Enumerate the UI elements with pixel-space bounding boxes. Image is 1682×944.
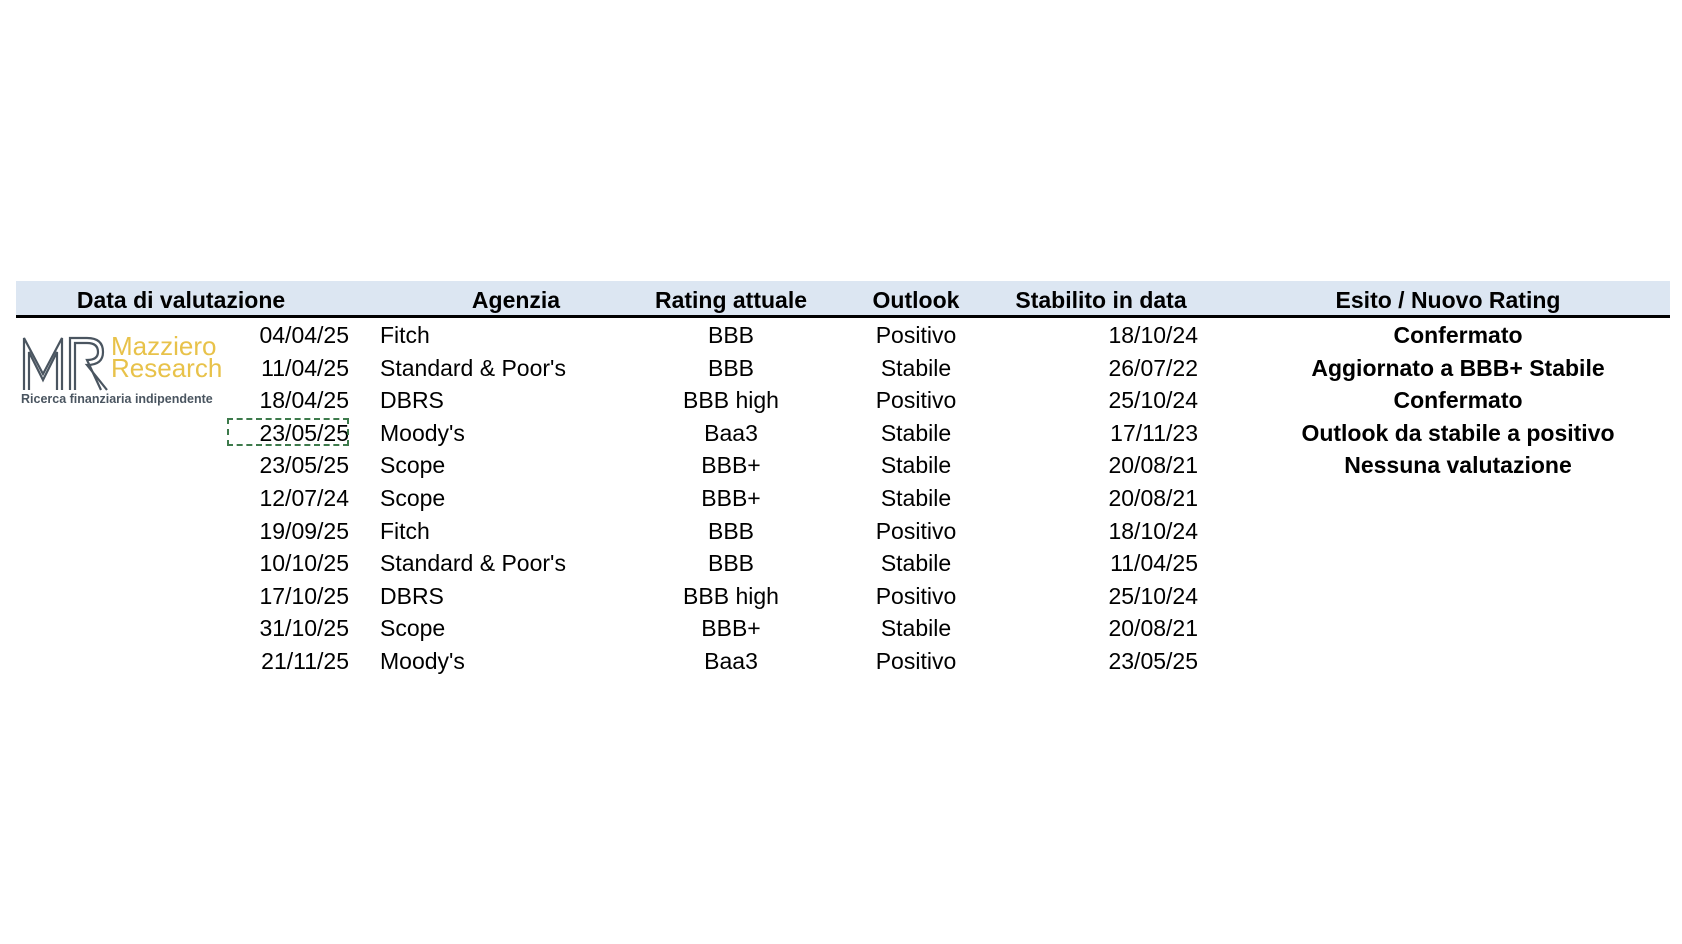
cell-outlook[interactable]: Positivo	[875, 387, 957, 414]
cell-outlook[interactable]: Positivo	[875, 582, 957, 609]
cell-outlook[interactable]: Stabile	[880, 419, 952, 446]
logo-name-line2: Research	[111, 353, 223, 383]
cell-agency[interactable]: Fitch	[380, 322, 430, 348]
table-row	[16, 383, 1670, 416]
cell-date[interactable]: 18/04/25	[259, 387, 349, 414]
cell-result[interactable]: Outlook da stabile a positivo	[1301, 419, 1615, 446]
cell-since[interactable]: 26/07/22	[1108, 354, 1198, 381]
cell-outlook[interactable]: Positivo	[875, 647, 957, 674]
table-row	[16, 448, 1670, 481]
table-body	[16, 318, 1670, 677]
cell-agency[interactable]: Moody's	[380, 419, 465, 446]
cell-agency[interactable]: Scope	[380, 615, 446, 642]
cell-date[interactable]: 21/11/25	[261, 647, 349, 674]
cell-outlook[interactable]: Stabile	[880, 615, 952, 642]
cell-outlook[interactable]: Positivo	[875, 517, 957, 544]
cell-rating[interactable]: BBB	[707, 322, 755, 348]
cell-since[interactable]: 11/04/25	[1110, 550, 1198, 577]
table-row	[16, 579, 1670, 612]
cell-date[interactable]: 17/10/25	[259, 582, 349, 609]
cell-date[interactable]: 31/10/25	[259, 615, 349, 642]
header-rating[interactable]: Rating attuale	[654, 287, 808, 313]
cell-date[interactable]: 10/10/25	[259, 550, 349, 577]
cell-outlook[interactable]: Positivo	[875, 322, 957, 348]
cell-result[interactable]: Confermato	[1393, 322, 1523, 348]
cell-date[interactable]: 12/07/24	[259, 484, 349, 511]
table-row	[16, 644, 1670, 677]
cell-date[interactable]: 11/04/25	[261, 354, 349, 381]
cell-rating[interactable]: Baa3	[704, 647, 758, 674]
cell-rating[interactable]: BBB	[707, 354, 755, 381]
table-row	[16, 318, 1670, 351]
cell-result[interactable]	[1246, 644, 1670, 677]
cell-rating[interactable]: BBB	[707, 550, 755, 577]
table-row	[16, 611, 1670, 644]
table-row	[16, 514, 1670, 547]
cell-result[interactable]	[1246, 611, 1670, 644]
mazziero-research-logo	[21, 332, 221, 406]
cell-agency[interactable]: Moody's	[380, 647, 465, 674]
header-agency[interactable]: Agenzia	[471, 287, 561, 313]
cell-agency[interactable]: DBRS	[380, 582, 444, 609]
cell-result[interactable]: Aggiornato a BBB+ Stabile	[1311, 354, 1605, 381]
cell-outlook[interactable]: Stabile	[880, 354, 952, 381]
cell-result[interactable]: Confermato	[1393, 387, 1523, 414]
cell-outlook[interactable]: Stabile	[880, 550, 952, 577]
table-row	[16, 481, 1670, 514]
cell-rating[interactable]: BBB+	[701, 452, 761, 479]
table-header	[16, 281, 1670, 318]
cell-since[interactable]: 17/11/23	[1110, 419, 1198, 446]
header-result[interactable]: Esito / Nuovo Rating	[1335, 287, 1561, 313]
cell-date[interactable]: 04/04/25	[259, 322, 349, 348]
cell-agency[interactable]: Standard & Poor's	[380, 550, 566, 577]
cell-since[interactable]: 20/08/21	[1108, 484, 1198, 511]
cell-date[interactable]: 19/09/25	[259, 517, 349, 544]
cell-agency[interactable]: Standard & Poor's	[380, 354, 566, 381]
cell-rating[interactable]: Baa3	[704, 419, 758, 446]
logo-name-line1: Mazziero	[111, 331, 217, 361]
cell-result[interactable]	[1246, 546, 1670, 579]
cell-date[interactable]: 23/05/25	[259, 419, 349, 446]
cell-rating[interactable]: BBB	[707, 517, 755, 544]
cell-agency[interactable]: DBRS	[380, 387, 444, 414]
cell-since[interactable]: 20/08/21	[1108, 452, 1198, 479]
logo-tagline: Ricerca finanziaria indipendente	[21, 392, 213, 406]
cell-outlook[interactable]: Stabile	[880, 452, 952, 479]
cell-since[interactable]: 18/10/24	[1108, 322, 1198, 348]
cell-result[interactable]	[1246, 481, 1670, 514]
cell-result[interactable]	[1246, 579, 1670, 612]
header-since[interactable]: Stabilito in data	[1015, 287, 1187, 313]
header-outlook[interactable]: Outlook	[872, 287, 960, 313]
table-row	[16, 546, 1670, 579]
rating-table	[16, 281, 1670, 677]
table-row	[16, 351, 1670, 384]
cell-agency[interactable]: Scope	[380, 484, 446, 511]
cell-rating[interactable]: BBB+	[701, 615, 761, 642]
cell-rating[interactable]: BBB high	[683, 582, 779, 609]
cell-rating[interactable]: BBB high	[683, 387, 779, 414]
cell-since[interactable]: 23/05/25	[1108, 647, 1198, 674]
table-row	[16, 416, 1670, 449]
cell-result[interactable]	[1246, 514, 1670, 547]
cell-agency[interactable]: Fitch	[380, 517, 430, 544]
cell-outlook[interactable]: Stabile	[880, 484, 952, 511]
cell-since[interactable]: 25/10/24	[1108, 387, 1198, 414]
cell-date[interactable]: 23/05/25	[259, 452, 349, 479]
cell-agency[interactable]: Scope	[380, 452, 446, 479]
mr-logo-icon	[21, 334, 109, 392]
cell-rating[interactable]: BBB+	[701, 484, 761, 511]
header-date[interactable]: Data di valutazione	[76, 287, 286, 313]
cell-since[interactable]: 25/10/24	[1108, 582, 1198, 609]
cell-result[interactable]: Nessuna valutazione	[1344, 452, 1572, 479]
cell-since[interactable]: 18/10/24	[1108, 517, 1198, 544]
cell-since[interactable]: 20/08/21	[1108, 615, 1198, 642]
